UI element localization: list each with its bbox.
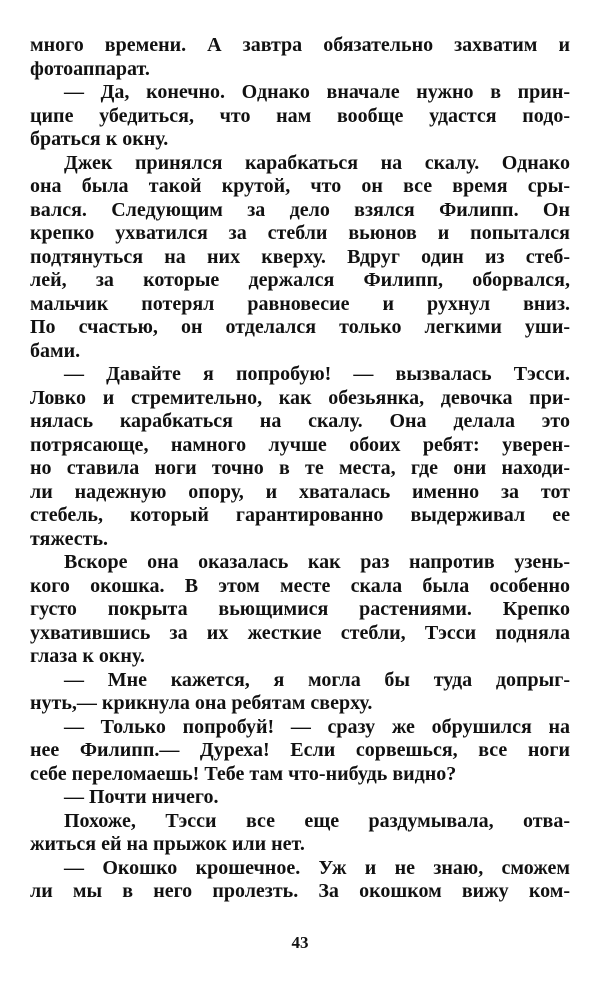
text-line: — Мне кажется, я могла бы туда допрыг- — [64, 668, 570, 691]
text-line: крепко ухватился за стебли вьюнов и попытался — [30, 222, 570, 244]
text-line: ципе убедиться, что нам вообще удастся подо- — [30, 104, 570, 127]
text-line: ухватившись за их жесткие стебли, Тэсси подняла — [30, 621, 570, 644]
text-line: себе переломаешь! Тебе там что-нибудь видно? — [30, 762, 457, 785]
text-line: — Окошко крошечное. Уж и не знаю, сможем — [64, 856, 570, 879]
text-line: Ловко и стремительно, как обезьянка, девочка при- — [30, 386, 570, 409]
text-line: глаза к окну. — [30, 645, 145, 667]
text-line: нуть,— крикнула она ребятам сверху. — [30, 692, 373, 714]
text-line: она была такой крутой, что он все время сры- — [30, 175, 570, 197]
text-line: кого окошка. В этом месте скала была особенно — [30, 574, 570, 597]
text-line: мальчик потерял равновесие и рухнул вниз. — [30, 292, 570, 315]
text-line: подтянуться на них кверху. Вдруг один из стеб- — [30, 245, 570, 268]
text-line: нялась карабкаться на скалу. Она делала это — [30, 410, 570, 432]
text-line: стебель, который гарантированно выдерживал ее — [30, 504, 570, 526]
text-line: — Давайте я попробую! — вызвалась Тэсси. — [64, 363, 570, 385]
text-line: ли мы в него пролезть. За окошком вижу ком- — [30, 880, 570, 902]
text-line: По счастью, он отделался только легкими уши- — [30, 316, 570, 338]
text-line: — Почти ничего. — [64, 786, 219, 808]
text-line: — Только попробуй! — сразу же обрушился на — [64, 715, 570, 738]
text-line: густо покрыта вьющимися растениями. Крепко — [30, 598, 570, 620]
text-line: житься ей на прыжок или нет. — [30, 833, 305, 855]
text-line: браться к окну. — [30, 128, 169, 150]
text-line: нее Филипп.— Дуреха! Если сорвешься, все ноги — [30, 739, 570, 761]
text-line: фотоаппарат. — [30, 57, 150, 80]
page-text — [30, 34, 570, 904]
text-line: Вскоре она оказалась как раз напротив узень- — [64, 551, 570, 573]
text-line: тяжесть. — [30, 527, 109, 550]
text-line: ли надежную опору, и хваталась именно за тот — [30, 480, 570, 503]
text-line: Похоже, Тэсси все еще раздумывала, отва- — [64, 809, 570, 832]
text-line: но ставила ноги точно в те места, где они находи- — [30, 457, 570, 479]
text-line: — Да, конечно. Однако вначале нужно в прин- — [64, 81, 570, 103]
text-line: вался. Следующим за дело взялся Филипп. Он — [30, 198, 570, 221]
text-line: бами. — [30, 339, 81, 362]
text-line: потрясающе, намного лучше обоих ребят: уверен- — [30, 433, 570, 456]
text-line: Джек принялся карабкаться на скалу. Однако — [64, 151, 570, 174]
text-line: лей, за которые держался Филипп, оборвался, — [30, 269, 570, 291]
page-number: 43 — [291, 933, 309, 952]
text-line: много времени. А завтра обязательно захватим и — [30, 34, 570, 56]
